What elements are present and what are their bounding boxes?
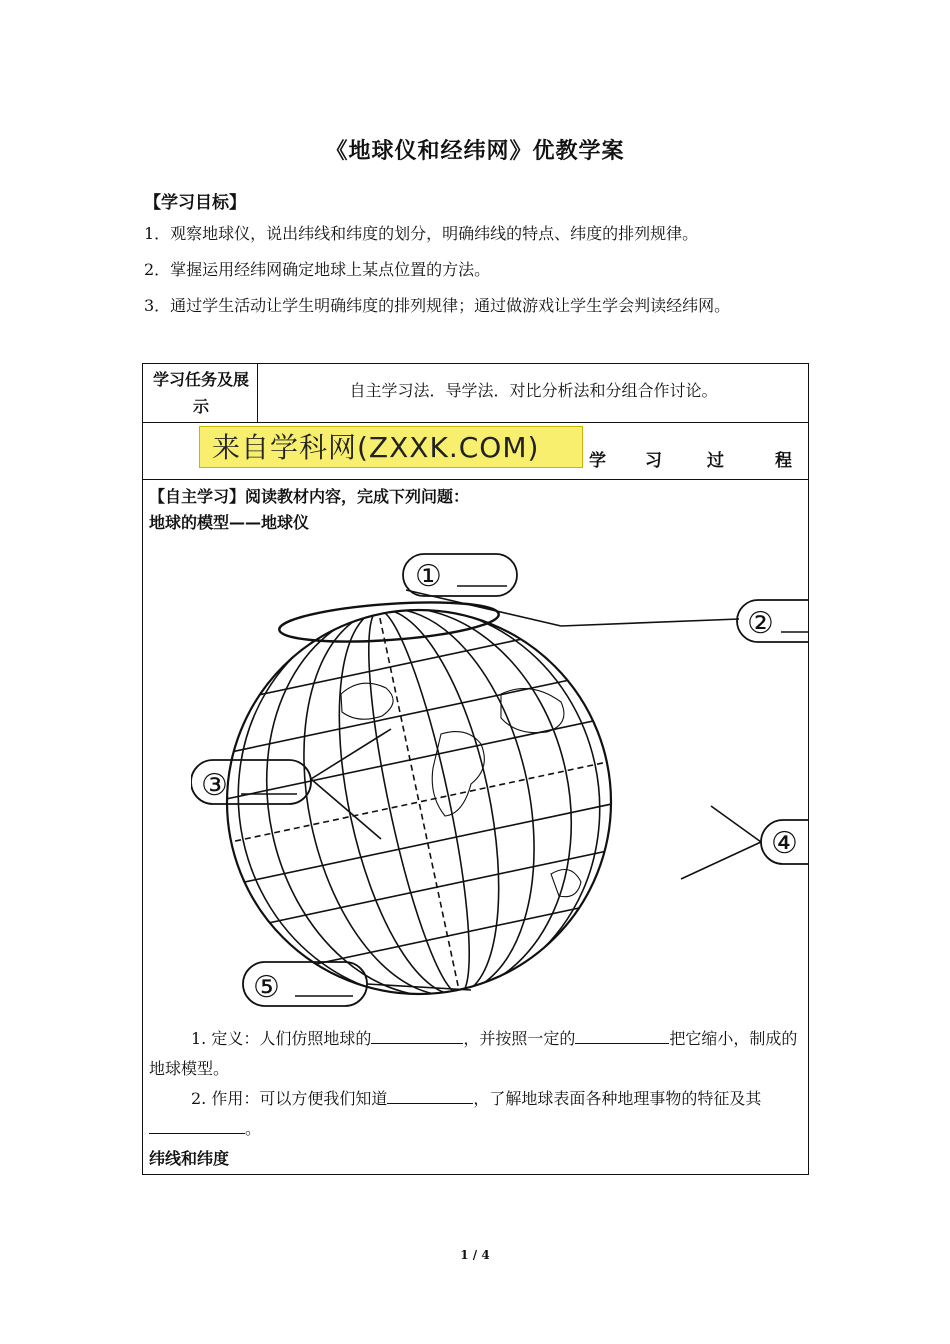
process-char: 程 [775, 451, 792, 471]
question-1 [149, 1024, 804, 1084]
study-table [142, 363, 809, 1175]
globe-diagram [191, 544, 808, 1014]
process-char: 学 [589, 451, 606, 471]
goals-header: 【学习目标】 [144, 193, 246, 213]
goal-item-3: 3．通过学生活动让学生明确纬度的排列规律；通过做游戏让学生学会判读经纬网。 [144, 296, 731, 315]
watermark-logo: 来自学科网(ZXXK.COM) [199, 426, 583, 468]
label-marker-2: ② [747, 606, 774, 641]
label-marker-1: ① [415, 559, 442, 594]
task-content: 自主学习法．导学法．对比分析法和分组合作讨论。 [349, 381, 718, 400]
answer-blank[interactable] [387, 1085, 473, 1104]
label-marker-4: ④ [771, 826, 798, 861]
table-rule [143, 479, 808, 480]
page-number: 1 / 4 [460, 1248, 490, 1262]
q1-text-a: 1. 定义：人们仿照地球的 [191, 1029, 372, 1048]
label-marker-3: ③ [201, 768, 228, 803]
table-rule [143, 422, 808, 423]
task-label: 学习任务及展示 [152, 370, 249, 416]
question-2 [149, 1084, 804, 1144]
process-char: 过 [707, 451, 724, 471]
answer-blank[interactable] [371, 1025, 463, 1044]
process-char: 习 [645, 451, 662, 471]
page-title: 《地球仪和经纬网》优教学案 [325, 139, 625, 164]
goal-item-1: 1．观察地球仪，说出纬线和纬度的划分，明确纬线的特点、纬度的排列规律。 [144, 224, 699, 243]
q2-text-c: 。 [245, 1119, 262, 1138]
goal-item-2: 2．掌握运用经纬网确定地球上某点位置的方法。 [144, 260, 491, 279]
q2-text-a: 2. 作用：可以方便我们知道 [191, 1089, 388, 1108]
label-marker-5: ⑤ [253, 970, 280, 1005]
q2-text-b: ，了解地球表面各种地理事物的特征及其 [473, 1089, 762, 1108]
answer-blank[interactable] [575, 1025, 669, 1044]
answer-blank[interactable] [149, 1115, 245, 1134]
self-study-prompt: 【自主学习】阅读教材内容，完成下列问题： [149, 487, 470, 506]
section-heading-latitude: 纬线和纬度 [149, 1149, 230, 1168]
q1-text-b: ，并按照一定的 [463, 1029, 576, 1048]
globe-subheading: 地球的模型——地球仪 [149, 513, 310, 532]
q1-text-c: 把它缩小，制成的地球模型。 [149, 1029, 798, 1078]
